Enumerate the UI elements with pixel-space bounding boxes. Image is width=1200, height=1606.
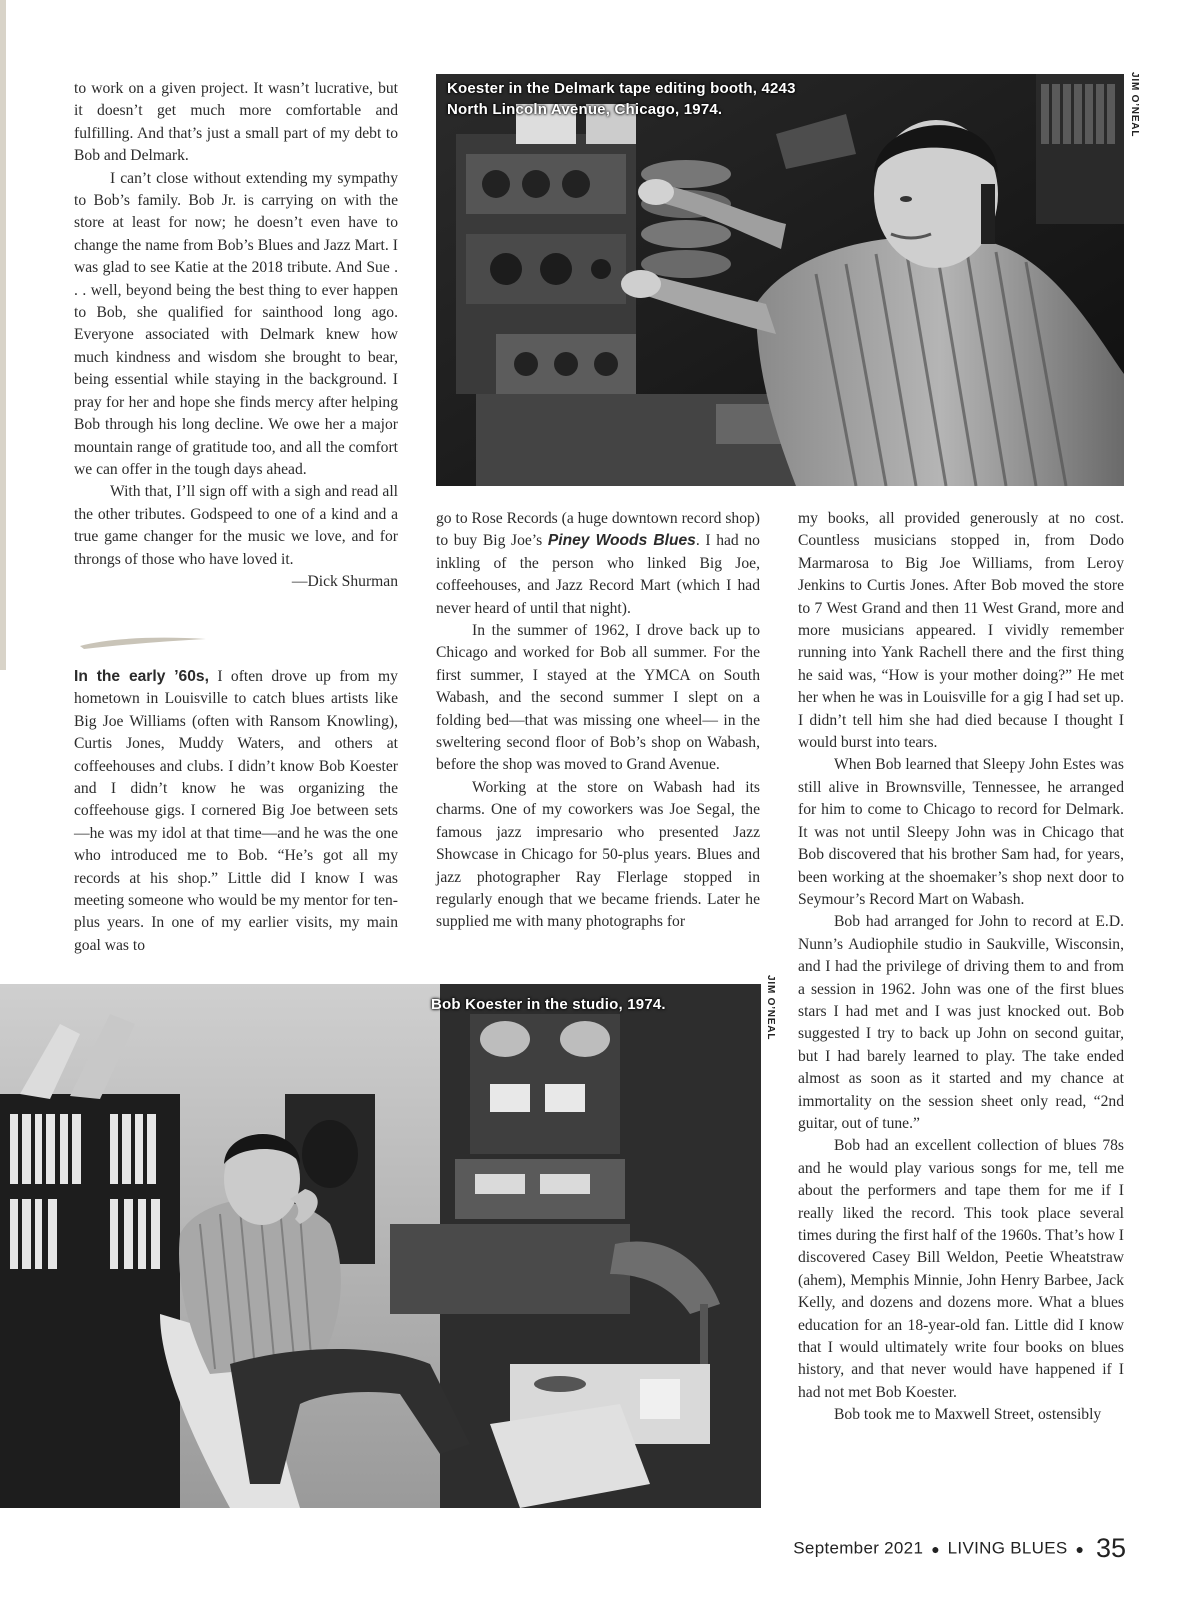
issue-date: September 2021 — [793, 1538, 924, 1558]
paragraph: my books, all provided generously at no cost. Countless musicians stopped in, from Dodo Marmarosa to Big Joe Williams, from Leroy Jenkins to Curtis Jones. After Bob moved the store to 7 West Grand and then 11 West Grand, more and more musicians appeared. I vividly remember running into Yank Rachell there and the first thing he said was, “How is your mother doing?” He met her when he was in Louisville for a gig I had set up. I didn’t tell him she had died because I thought I would burst into tears. — [798, 510, 1124, 752]
bullet-separator: ● — [931, 1540, 940, 1557]
paragraph: When Bob learned that Sleepy John Estes was still alive in Brownsville, Tennessee, he arranged for him to come to Chicago to record for Delmark. It was not until Sleepy John was in Chicago that Bob discovered that his brother Sam had, for years, been working at the shoemaker’s shop next door to Seymour’s Record Mart on Wabash. — [798, 756, 1124, 908]
paragraph-text: . I had no inkling of the person who linked Big Joe, coffeehouses, and Jazz Record Mart (which I had never heard of until that night). — [436, 532, 760, 617]
paragraph: to work on a given project. It wasn’t lucrative, but it doesn’t get much more comfortable and fulfilling. And that’s just a small part of my debt to Bob and Delmark. — [74, 80, 398, 165]
photo-tape-editing-booth — [436, 74, 1124, 486]
paragraph — [436, 508, 760, 620]
paragraph — [74, 666, 398, 957]
photo-illustration — [0, 984, 761, 1508]
lead-in-text: In the early ’60s, — [74, 668, 209, 685]
album-title: Piney Woods Blues — [547, 532, 696, 550]
column-1-bottom — [74, 666, 398, 957]
paragraph: In the summer of 1962, I drove back up to Chicago and worked for Bob all summer. For the first summer, I stayed at the YMCA on South Wabash, and the second summer I slept on a folding bed—that was missing one wheel— in the sweltering second floor of Bob’s shop on Wabash, before the shop was moved to Grand Avenue. — [436, 622, 760, 774]
magazine-name: LIVING BLUES — [947, 1538, 1068, 1558]
page-footer — [793, 1533, 1126, 1564]
paragraph: Bob took me to Maxwell Street, ostensibly — [834, 1406, 1102, 1424]
photo-koester-in-studio — [0, 984, 761, 1508]
section-divider-swash — [78, 634, 208, 650]
page-edge-strip — [0, 0, 6, 670]
author-signature: —Dick Shurman — [291, 572, 398, 590]
bullet-separator: ● — [1075, 1540, 1084, 1557]
column-2 — [436, 508, 760, 934]
photo-caption-top: Koester in the Delmark tape editing booth, 4243 North Lincoln Avenue, Chicago, 1974. — [447, 80, 796, 118]
paragraph: I can’t close without extending my sympathy to Bob’s family. Bob Jr. is carrying on with the store at least for now; he doesn’t even have to change the name from Bob’s Blues and Jazz Mart. I was glad to see Katie at the 2018 tribute. And Sue . . . well, beyond being the best thing to ever happen to Bob, she qualified for sainthood long ago. Everyone associated with Delmark knew how much kindness and wisdom she brought to bear, being essential while staying in the background. I pray for her and hope she finds mercy after helping Bob through his long decline. We owe her a major mountain range of gratitude too, and all the comfort we can offer in the tough days ahead. — [74, 169, 398, 478]
paragraph: Working at the store on Wabash had its charms. One of my coworkers was Joe Segal, the famous jazz impresario who presented Jazz Showcase in Chicago for 50-plus years. Blues and jazz photographer Ray Flerlage stopped in regularly enough that we became friends. Later he supplied me with many photographs for — [436, 778, 760, 931]
column-1-top — [74, 78, 398, 593]
paragraph-text: go to Rose Records (a huge downtown record shop) to buy Big Joe’s — [436, 510, 760, 550]
page-number: 35 — [1095, 1533, 1126, 1563]
photo-illustration — [436, 74, 1124, 486]
photo-credit-bottom: JIM O’NEAL — [765, 975, 776, 1041]
column-3 — [798, 508, 1124, 1427]
photo-credit-top: JIM O’NEAL — [1129, 72, 1140, 138]
paragraph: Bob had arranged for John to record at E.D. Nunn’s Audiophile studio in Saukville, Wisconsin, and I had the privilege of driving them to and from a session in 1962. John was one of the first blues stars I had met and I was just knocked out. Bob suggested I try to back up John on second guitar, but I had barely learned to play. The take ended almost as soon as it started and my chance at immortality on the session sheet only read, “2nd guitar, out of tune.” — [798, 913, 1124, 1132]
paragraph: With that, I’ll sign off with a sigh and read all the other tributes. Godspeed to one of a kind and a true game changer for the music we love, and for throngs of those who have loved it. — [74, 483, 398, 568]
paragraph-body: I often drove up from my hometown in Louisville to catch blues artists like Big Joe Williams (often with Ransom Knowling), Curtis Jones, Muddy Waters, and others at coffeehouses and clubs. I didn’t know Bob Koester and I didn’t know he was organizing the coffeehouse gigs. I cornered Big Joe between sets—he was my idol at that time—and he was the one who introduced me to Bob. “He’s got all my records at his shop.” Little did I know I was meeting someone who would be my mentor for ten-plus years. In one of my earlier visits, my main goal was to — [74, 668, 398, 954]
paragraph: Bob had an excellent collection of blues 78s and he would play various songs for me, tell me about the performers and tape them for me if I really liked the record. This took place several times during the first half of the 1960s. That’s how I discovered Casey Bill Weldon, Peetie Wheatstraw (ahem), Memphis Minnie, John Henry Barbee, Jack Kelly, and dozens and dozens more. What a blues education for an 18-year-old fan. Little did I know that I would ultimately write four books on blues history, and that never would have happened if I had not met Bob Koester. — [798, 1137, 1124, 1401]
photo-caption-bottom: Bob Koester in the studio, 1974. — [431, 996, 666, 1013]
